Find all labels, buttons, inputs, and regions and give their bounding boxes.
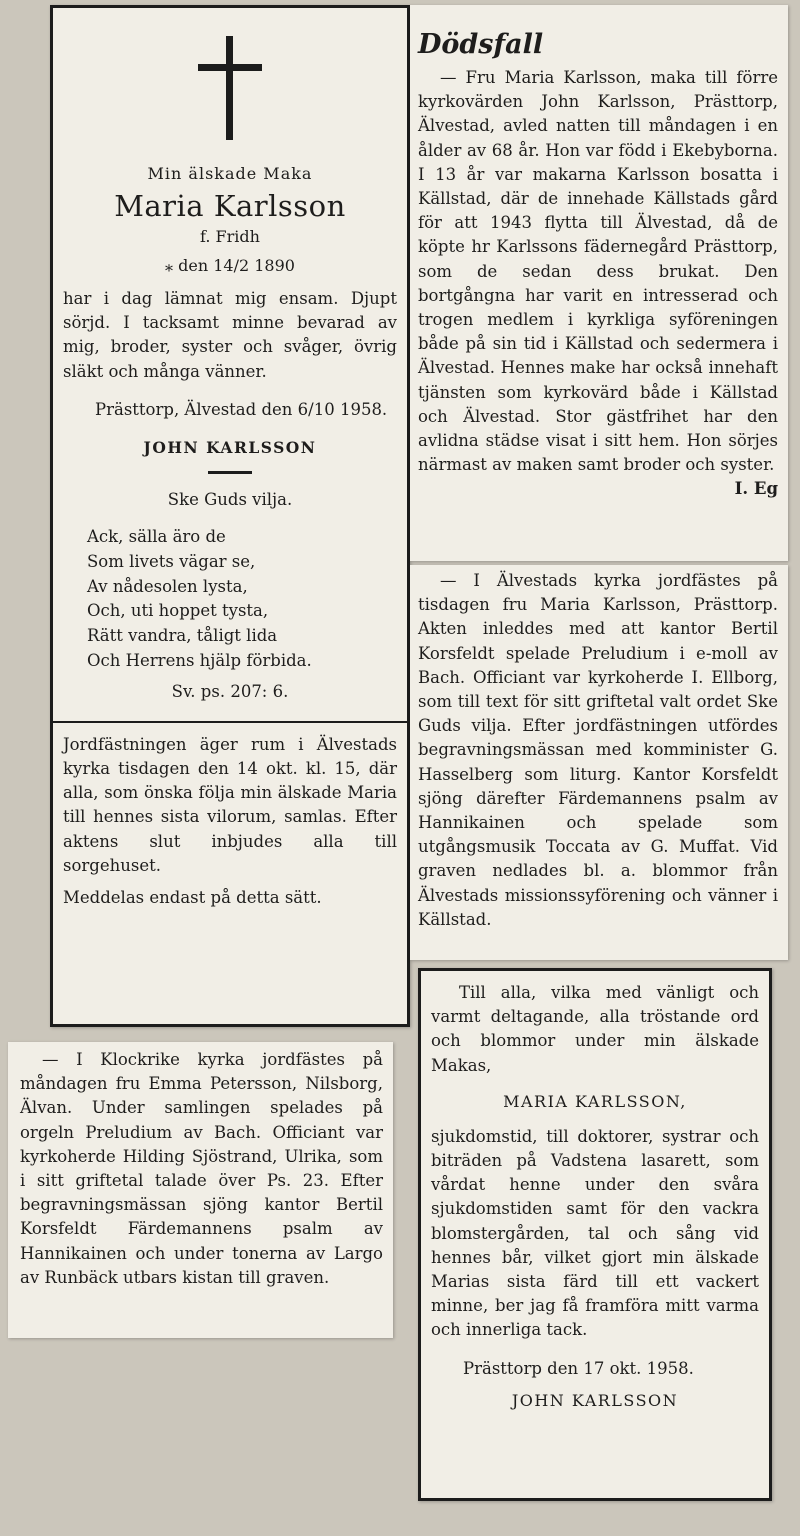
death-notice [50,5,410,1027]
notice-only: Meddelas endast på detta sätt. [63,888,322,908]
klockrike-body: — I Klockrike kyrka jordfästes på måndagen fru Emma Petersson, Nilsborg, Älvan. Under samlingen spelades på orgeln Preludium av Bach. Officiant var kyrkoherde Hilding Sjöstrand, Ulrika, som i sitt griftetal talade över Ps. 23. Efter begravningsmässan sjöng kantor Bertil Korsfeldt Färdemannens psalm av Hannikainen och under tonerna av Largo av Runbäck utbars kistan till graven. [20,1050,383,1287]
obituary-body: — Fru Maria Karlsson, maka till förre kyrkovärden John Karlsson, Prästtorp, Älvestad, avled natten till måndagen i en ålder av 68 år. Hon var född i Ekebyborna. I 13 år var makarna Karlsson bosatta i Källstad, där de innehade Källstads gård för att 1943 flytta till Älvestad, då de köpte hr Karlssons fädernegård Prästtorp, som de sedan dess brukat. Den bortgångna har varit en intresserad och trogen medlem i kyrkliga syföreningen både på sin tid i Källstad och sedermera i Älvestad. Hennes make har också innehaft tjänsten som kyrkovärd både i Källstad och Älvestad. Stor gästfrihet har den avlidna städse visat i sitt hem. Hon sörjes närmast av maken samt broder och syster. [418,68,778,475]
notice-place-date: Prästtorp, Älvestad den 6/10 1958. [95,399,388,419]
obituary-clipping [410,5,788,561]
verse-line: Rätt vandra, tåligt lida [87,626,278,646]
divider [53,721,407,723]
notice-signature: JOHN KARLSSON [143,438,317,458]
verse-line: Som livets vägar se, [87,551,256,571]
maiden-name: f. Fridh [200,227,260,246]
verse-line: Och, uti hoppet tysta, [87,601,269,621]
funeral-report-clipping [410,565,788,960]
obituary-byline: I. Eg [734,479,778,499]
thanks-notice [418,968,772,1501]
thanks-signature: JOHN KARLSSON [511,1390,679,1410]
verse-line: Ack, sälla äro de [87,527,226,547]
deceased-name: Maria Karlsson [114,189,346,223]
psalm-reference: Sv. ps. 207: 6. [171,681,289,701]
cross-icon [198,36,262,140]
notice-motto: Ske Guds vilja. [167,490,293,510]
obituary-text [418,66,778,499]
thanks-intro: Till alla, vilka med vänligt och varmt deltagande, alla tröstande ord och blommor under min älskade Makas, [431,983,759,1075]
funeral-report-body: — I Älvestads kyrka jordfästes på tisdagen fru Maria Karlsson, Prästtorp. Akten inleddes med att kantor Bertil Korsfeldt spelade Preludium i e-moll av Bach. Officiant var kyrkoherde I. Ellborg, som till text för sitt griftetal valt ordet Ske Guds vilja. Efter jordfästningen utfördes begravningsmässan med komminister G. Hasselberg som liturg. Kantor Korsfeldt sjöng därefter Färdemannens psalm av Hannikainen och spelade som utgångsmusik Toccata av G. Muffat. Vid graven nedlades bl. a. blommor från Älvestads missionssyförening och vänner i Källstad. [418,571,778,929]
notice-lead: Min älskade Maka [147,164,313,183]
thanks-body: sjukdomstid, till doktorer, systrar och biträden på Vadstena lasarett, som vårdat henne under den svåra sjukdomstiden samt för den vackra blomstergården, tal och sång vid hennes bår, vilket gjort min älskade Marias sista färd till ett vackert minne, ber jag få framföra mitt varma och innerliga tack. [431,1126,759,1340]
klockrike-clipping [8,1042,393,1338]
obituary-heading: Dödsfall [418,29,544,60]
notice-body: har i dag lämnat mig ensam. Djupt sörjd. I tacksamt minne bevarad av mig, broder, syster och svåger, övrig släkt och många vänner. [63,289,397,381]
thanks-place-date: Prästtorp den 17 okt. 1958. [463,1358,694,1378]
funeral-info: Jordfästningen äger rum i Älvestads kyrka tisdagen den 14 okt. kl. 15, där alla, som önska följa min älskade Maria till hennes sista vilorum, samlas. Efter aktens slut inbjudes alla till sorgehuset. [63,734,397,875]
birth-date: ⁎ den 14/2 1890 [165,256,295,275]
verse-line: Av nådesolen lysta, [87,576,248,596]
divider [208,471,252,474]
thanks-name: MARIA KARLSSON, [503,1091,687,1111]
verse-line: Och Herrens hjälp förbida. [87,651,312,670]
notice-verse [63,525,397,674]
